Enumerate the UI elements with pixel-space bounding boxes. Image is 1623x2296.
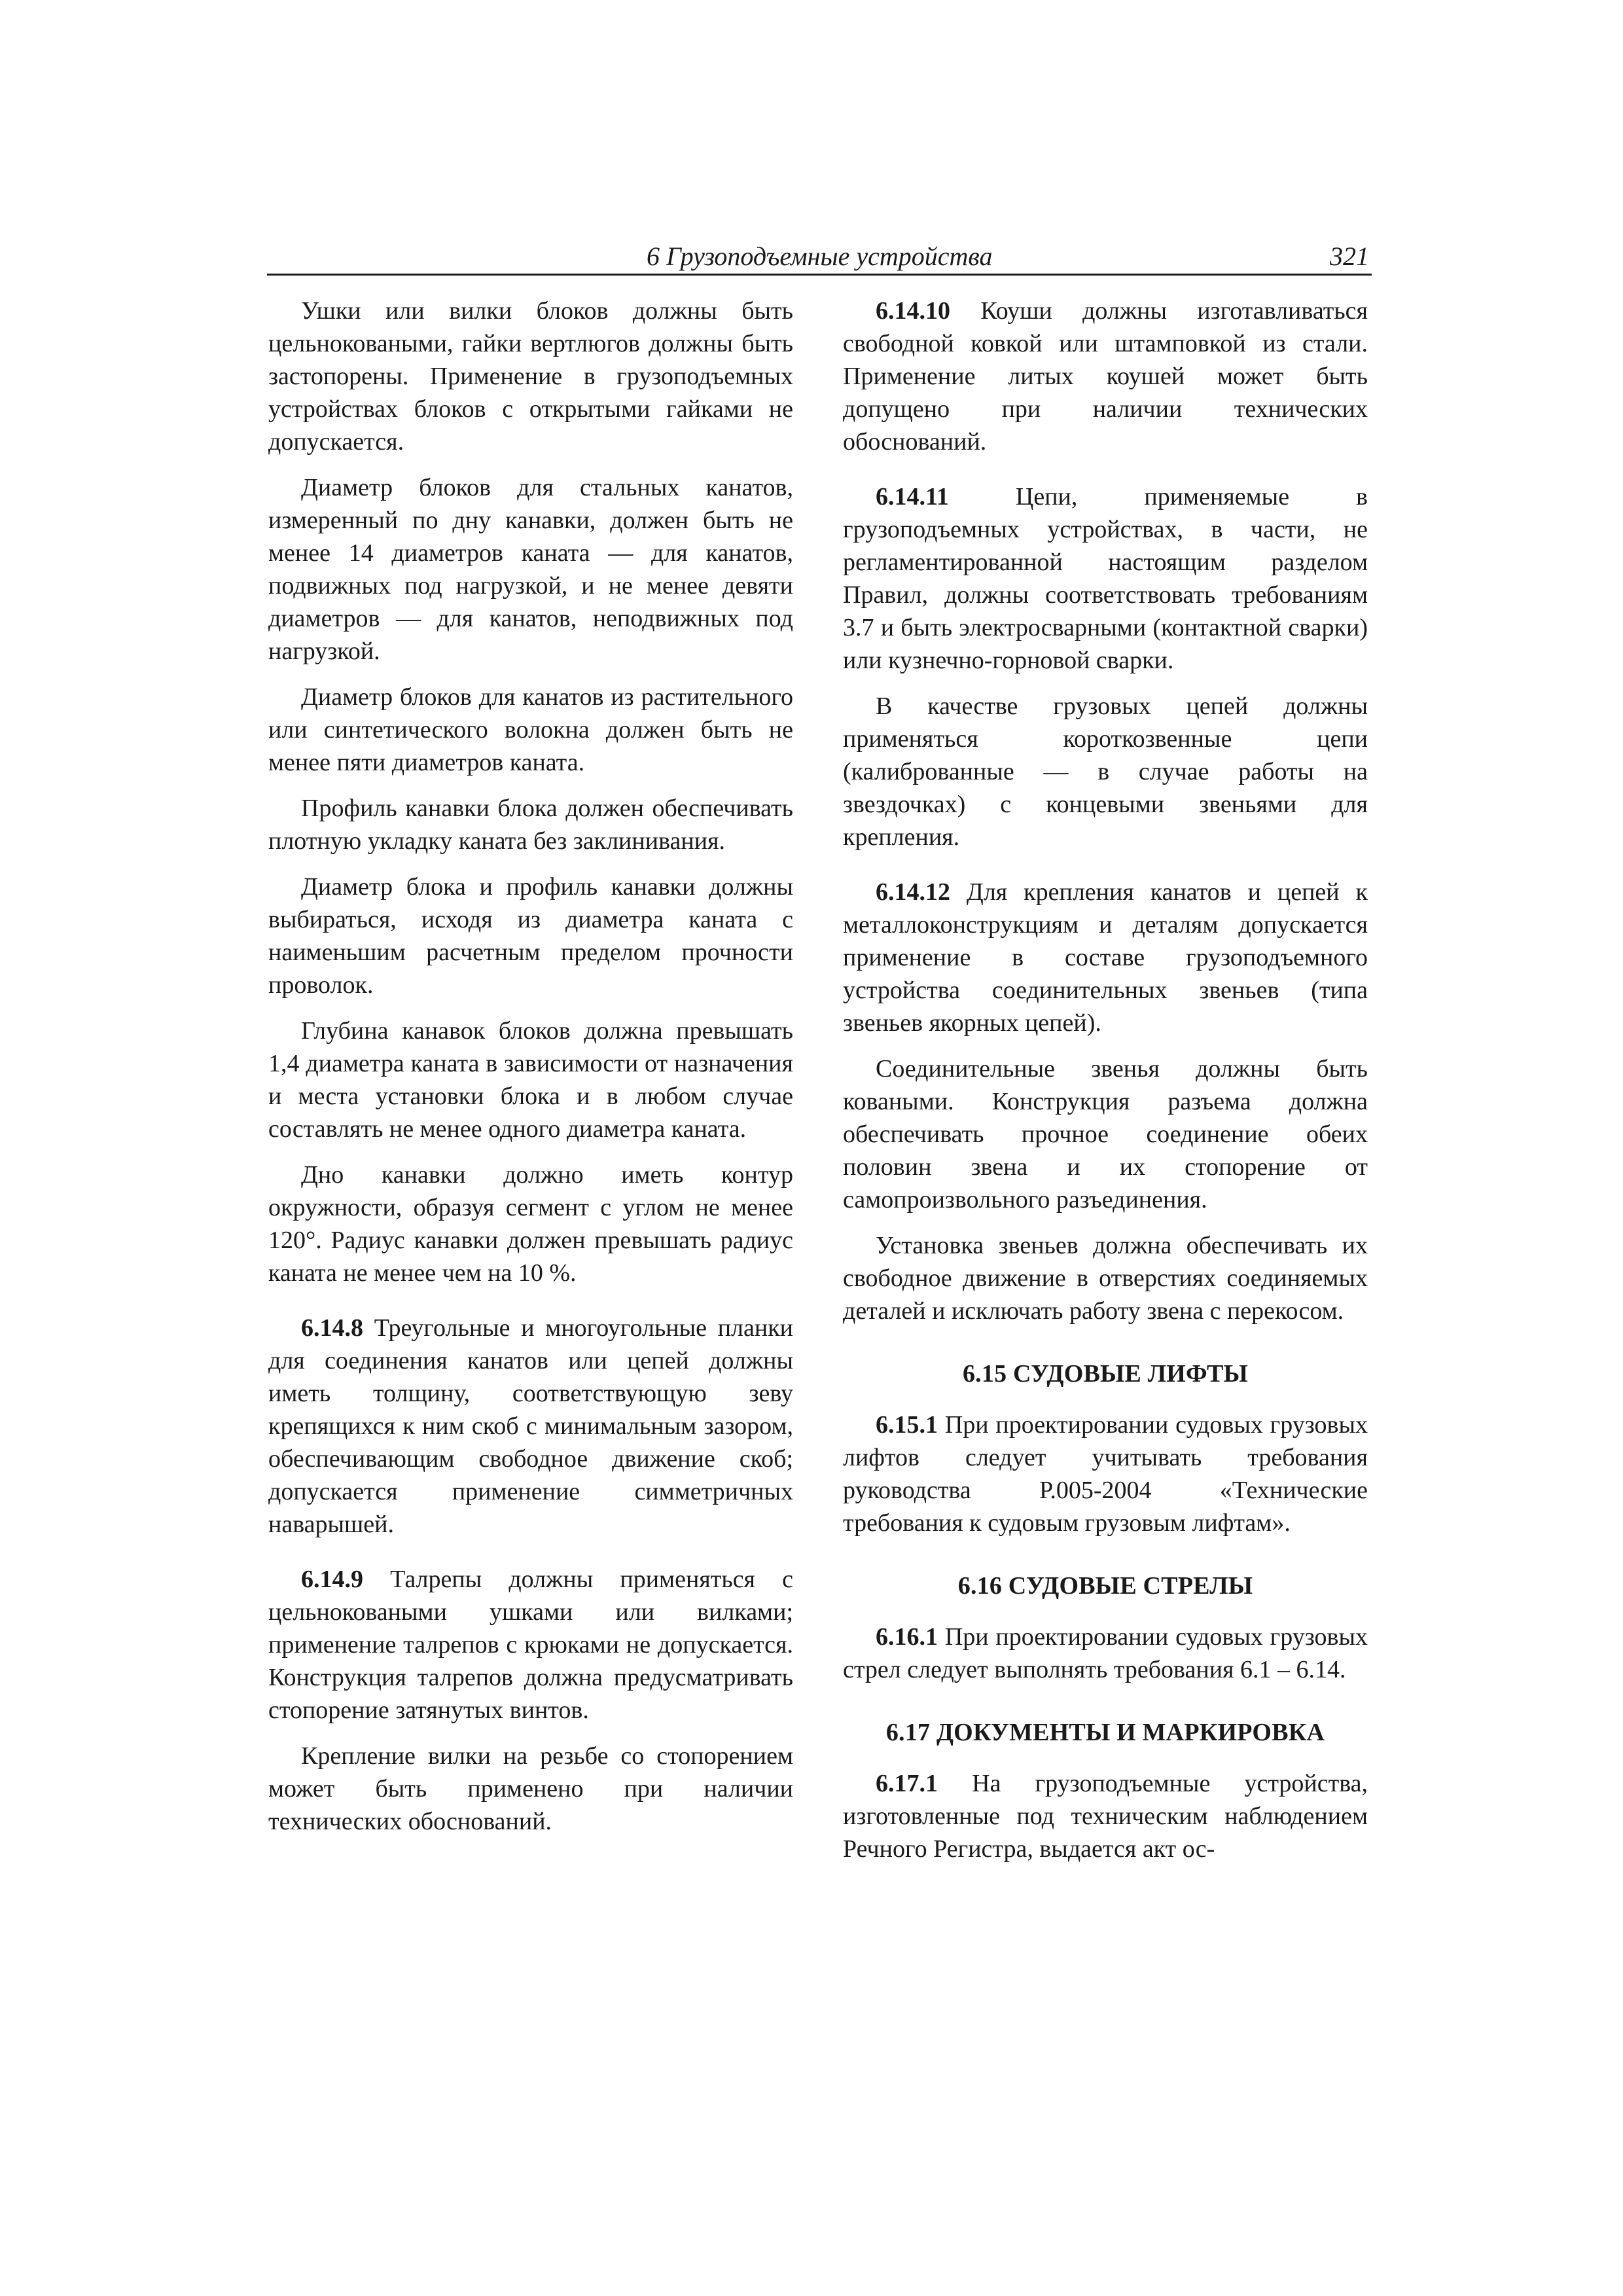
clause-6-16-1 (843, 1621, 1368, 1686)
right-column (843, 295, 1368, 1878)
clause-6-14-9 (268, 1563, 793, 1727)
paragraph: Дно канавки должно иметь контур окружности, образуя сегмент с углом не менее 120°. Радиус канавки должен превышать радиус каната не менее чем на 10 %. (268, 1161, 793, 1287)
paragraph: Глубина канавок блоков должна превышать 1,4 диаметра каната в зависимости от назначения и места установки блока и в любом случае составлять не менее одного диаметра каната. (268, 1017, 793, 1143)
clause-6-14-12 (843, 876, 1368, 1039)
clause-number: 6.14.9 (301, 1566, 363, 1593)
clause-text: Цепи, применяемые в грузоподъемных устройствах, в части, не регламентированной настоящим разделом Правил, должны соответствовать требованиям 3.7 и быть электросварными (контактной сварки) или кузнечно-горновой сварки. (843, 483, 1368, 674)
clause-number: 6.14.12 (876, 878, 950, 906)
running-header (267, 240, 1372, 276)
clause-6-14-10 (843, 295, 1368, 458)
clause-6-14-11 (843, 480, 1368, 677)
section-heading-6-17: 6.17 ДОКУМЕНТЫ И МАРКИРОВКА (885, 1719, 1325, 1746)
clause-text: Талрепы должны применяться с цельноковаными ушками или вилками; применение талрепов с крюками не допускается. Конструкция талрепов должна предусматривать стопорение затянутых винтов. (268, 1566, 793, 1724)
section-heading-6-15: 6.15 СУДОВЫЕ ЛИФТЫ (962, 1360, 1249, 1388)
clause-text: Для крепления канатов и цепей к металлоконструкциям и деталям допускается применение в составе грузоподъемного устройства соединительных звеньев (типа звеньев якорных цепей). (843, 878, 1368, 1037)
paragraph: Диаметр блоков для стальных канатов, измеренный по дну канавки, должен быть не менее 14 диаметров каната — для канатов, подвижных под нагрузкой, и не менее девяти диаметров — для канатов, неподвижных под нагрузкой. (268, 474, 793, 665)
paragraph: В качестве грузовых цепей должны применяться короткозвенные цепи (калиброванные — в случае работы на звездочках) с концевыми звеньями для крепления. (843, 692, 1368, 851)
paragraph: Соединительные звенья должны быть коваными. Конструкция разъема должна обеспечивать прочное соединение обеих половин звена и их стопорение от самопроизвольного разъединения. (843, 1055, 1368, 1213)
clause-number: 6.15.1 (876, 1411, 938, 1439)
paragraph: Крепление вилки на резьбе со стопорением может быть применено при наличии технических обоснований. (268, 1742, 793, 1835)
clause-6-14-8 (268, 1312, 793, 1541)
clause-text: При проектировании судовых грузовых стрел следует выполнять требования 6.1 – 6.14. (843, 1623, 1368, 1683)
clause-text: Треугольные и многоугольные планки для соединения канатов или цепей должны иметь толщину, соответствующую зеву крепящихся к ним скоб с минимальным зазором, обеспечивающим свободное движение скоб; допускается применение симметричных наварышей. (268, 1314, 794, 1538)
clause-text: На грузоподъемные устройства, изготовленные под техническим наблюдением Речного Регистра, выдается акт ос- (843, 1770, 1368, 1863)
paragraph: Диаметр блока и профиль канавки должны выбираться, исходя из диаметра каната с наименьшим расчетным пределом прочности проволок. (268, 873, 793, 999)
clause-6-15-1 (843, 1408, 1368, 1539)
clause-number: 6.17.1 (876, 1770, 938, 1797)
page-number: 321 (1330, 242, 1369, 271)
clause-6-17-1 (843, 1767, 1368, 1865)
running-header-title: 6 Грузоподъемные устройства (647, 242, 993, 271)
section-heading-6-16: 6.16 СУДОВЫЕ СТРЕЛЫ (957, 1572, 1253, 1600)
clause-number: 6.16.1 (876, 1623, 938, 1651)
clause-number: 6.14.10 (876, 297, 950, 325)
clause-text: При проектировании судовых грузовых лифтов следует учитывать требования руководства Р.005-2004 «Технические требования к судовым грузовым лифтам». (843, 1411, 1368, 1537)
paragraph: Установка звеньев должна обеспечивать их свободное движение в отверстиях соединяемых деталей и исключать работу звена с перекосом. (843, 1232, 1368, 1325)
clause-number: 6.14.8 (301, 1314, 363, 1342)
paragraph: Ушки или вилки блоков должны быть цельноковаными, гайки вертлюгов должны быть застопорены. Применение в грузоподъемных устройствах блоков с открытыми гайками не допускается. (268, 297, 793, 456)
clause-text: Коуши должны изготавливаться свободной ковкой или штамповкой из стали. Применение литых коушей может быть допущено при наличии технических обоснований. (843, 297, 1368, 456)
left-column (268, 295, 793, 1851)
clause-number: 6.14.11 (876, 483, 949, 511)
paragraph: Профиль канавки блока должен обеспечивать плотную укладку каната без заклинивания. (268, 795, 793, 855)
paragraph: Диаметр блоков для канатов из растительного или синтетического волокна должен быть не менее пяти диаметров каната. (268, 683, 793, 776)
